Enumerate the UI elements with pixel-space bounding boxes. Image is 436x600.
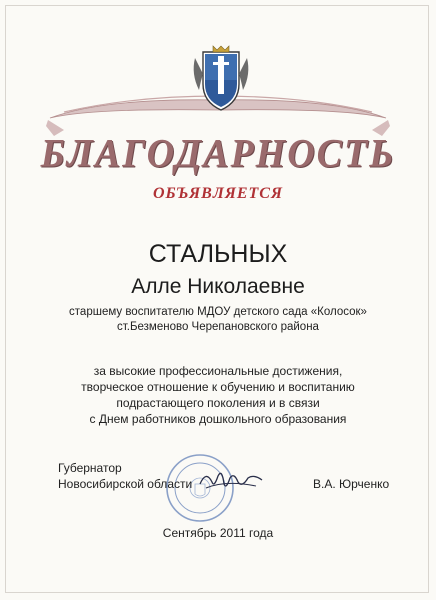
reason-line: за высокие профессиональные достижения,: [93, 364, 343, 378]
coat-of-arms-icon: [191, 44, 251, 114]
recipient-location: ст.Безменово Черепановского района: [117, 321, 319, 333]
reason-line: подрастающего поколения и в связи: [116, 396, 320, 410]
reason-line: с Днем работников дошкольного образования: [89, 412, 347, 426]
certificate-date: Сентябрь 2011 года: [162, 526, 274, 540]
signatory-name: В.А. Юрченко: [313, 477, 390, 491]
certificate-title: БЛАГОДАРНОСТЬ: [40, 131, 396, 177]
signatory-title: Губернатор: [58, 461, 122, 475]
recipient-position: старшему воспитателю МДОУ детского сада «Колосок»: [69, 306, 367, 318]
handwritten-signature: [196, 466, 266, 494]
recipient-surname: СТАЛЬНЫХ: [148, 240, 288, 268]
certificate-subtitle: ОБЪЯВЛЯЕТСЯ: [153, 185, 283, 202]
recipient-name: Алле Николаевне: [131, 275, 305, 298]
reason-line: творческое отношение к обучению и воспитанию: [81, 380, 355, 394]
signatory-region: Новосибирской области: [58, 477, 193, 491]
